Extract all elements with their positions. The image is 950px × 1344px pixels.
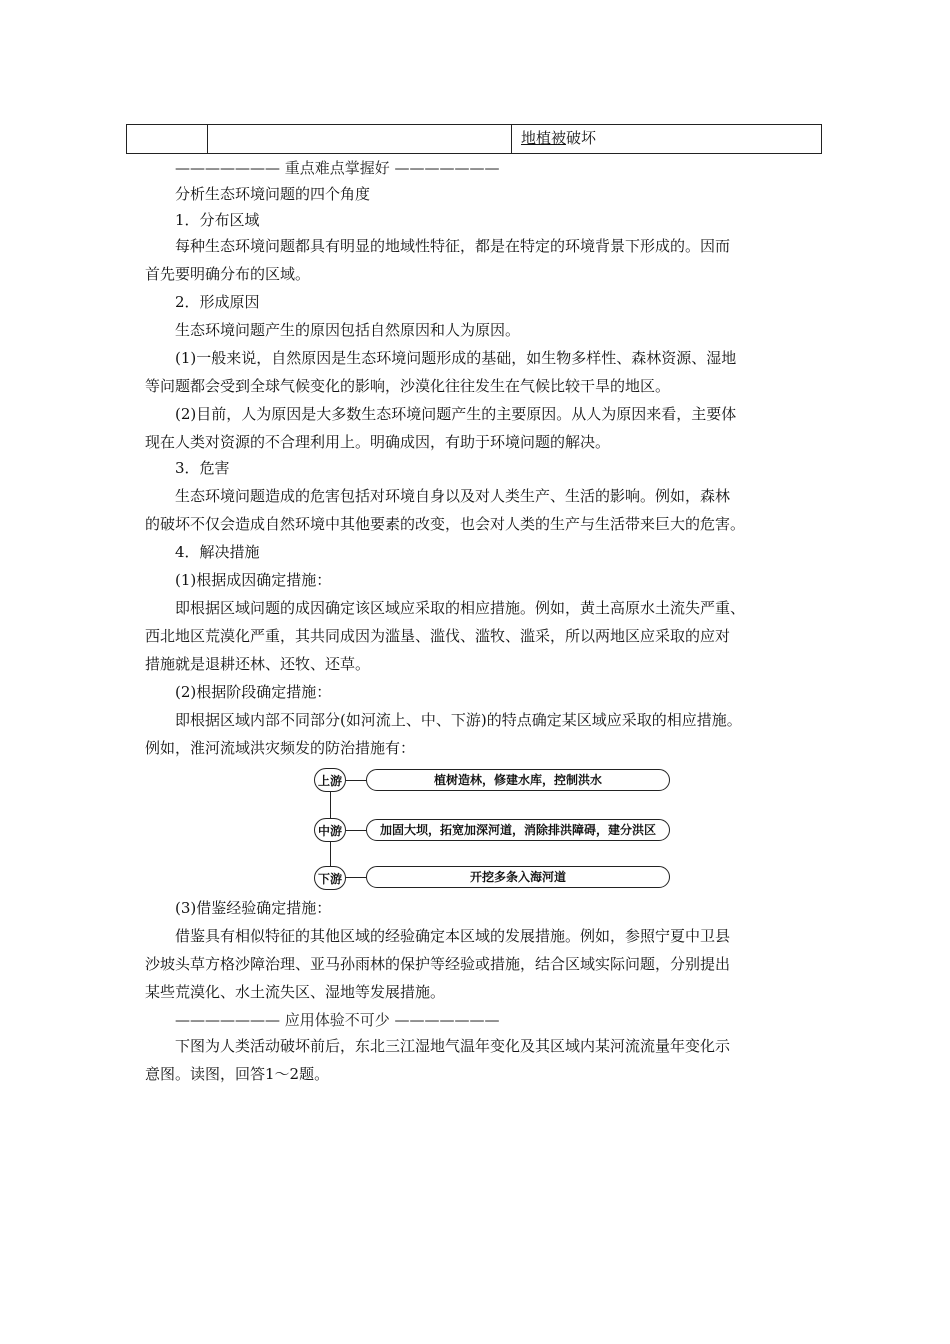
paragraph-line: 分析生态环境问题的四个角度: [175, 185, 371, 203]
subheading: (1)根据成因确定措施：: [175, 571, 332, 589]
node-downstream: 下游: [314, 866, 346, 890]
diagram-connector: [346, 830, 366, 831]
node-midstream: 中游: [314, 818, 346, 842]
paragraph-line: 下图为人类活动破坏前后，东北三江湿地气温年变化及其区域内某河流流量年变化示: [175, 1037, 731, 1055]
table-fragment: [126, 124, 822, 154]
node-upstream: 上游: [314, 768, 346, 792]
subheading: (2)根据阶段确定措施：: [175, 683, 332, 701]
subheading: 1．分布区域: [175, 211, 260, 229]
section-heading: ——————— 重点难点掌握好 ———————: [175, 159, 500, 177]
table-cell: [521, 127, 596, 148]
paragraph-line: 每种生态环境问题都具有明显的地域性特征，都是在特定的环境背景下形成的。因而: [175, 237, 731, 255]
subheading: 3．危害: [175, 459, 230, 477]
table-divider: [511, 125, 512, 153]
paragraph-line: 沙坡头草方格沙障治理、亚马孙雨林的保护等经验或措施，结合区域实际问题，分别提出: [145, 955, 731, 973]
table-cell-underlined: 地植被: [521, 129, 567, 147]
section-heading: ——————— 应用体验不可少 ———————: [175, 1011, 500, 1029]
measure-downstream: 开挖多条入海河道: [366, 866, 670, 888]
paragraph-line: 生态环境问题产生的原因包括自然原因和人为原因。: [175, 321, 521, 339]
paragraph-line: 借鉴具有相似特征的其他区域的经验确定本区域的发展措施。例如，参照宁夏中卫县: [175, 927, 731, 945]
paragraph-line: (2)目前，人为原因是大多数生态环境问题产生的主要原因。从人为原因来看，主要体: [175, 405, 737, 423]
diagram-connector: [346, 877, 366, 878]
paragraph-line: 西北地区荒漠化严重，其共同成因为滥垦、滥伐、滥牧、滥采，所以两地区应采取的应对: [145, 627, 731, 645]
subheading: 2．形成原因: [175, 293, 260, 311]
paragraph-line: 例如，淮河流域洪灾频发的防治措施有：: [145, 739, 416, 757]
flood-control-diagram: [310, 764, 672, 892]
table-cell-rest: 破坏: [566, 129, 597, 147]
paragraph-line: (1)一般来说，自然原因是生态环境问题形成的基础，如生物多样性、森林资源、湿地: [175, 349, 737, 367]
measure-upstream: 植树造林，修建水库，控制洪水: [366, 769, 670, 791]
paragraph-line: 的破坏不仅会造成自然环境中其他要素的改变，也会对人类的生产与生活带来巨大的危害。: [145, 515, 746, 533]
paragraph-line: 生态环境问题造成的危害包括对环境自身以及对人类生产、生活的影响。例如，森林: [175, 487, 731, 505]
subheading: (3)借鉴经验确定措施：: [175, 899, 332, 917]
table-divider: [207, 125, 208, 153]
measure-midstream: 加固大坝，拓宽加深河道，消除排洪障碍，建分洪区: [366, 819, 670, 841]
diagram-connector: [346, 780, 366, 781]
paragraph-line: 即根据区域内部不同部分(如河流上、中、下游)的特点确定某区域应采取的相应措施。: [175, 711, 742, 729]
paragraph-line: 某些荒漠化、水土流失区、湿地等发展措施。: [145, 983, 446, 1001]
paragraph-line: 现在人类对资源的不合理利用上。明确成因，有助于环境问题的解决。: [145, 433, 611, 451]
paragraph-line: 即根据区域问题的成因确定该区域应采取的相应措施。例如，黄土高原水土流失严重、: [175, 599, 746, 617]
subheading: 4．解决措施: [175, 543, 260, 561]
paragraph-line: 措施就是退耕还林、还牧、还草。: [145, 655, 371, 673]
paragraph-line: 意图。读图，回答1～2题。: [145, 1065, 330, 1083]
paragraph-line: 等问题都会受到全球气候变化的影响，沙漠化往往发生在气候比较干旱的地区。: [145, 377, 671, 395]
paragraph-line: 首先要明确分布的区域。: [145, 265, 311, 283]
